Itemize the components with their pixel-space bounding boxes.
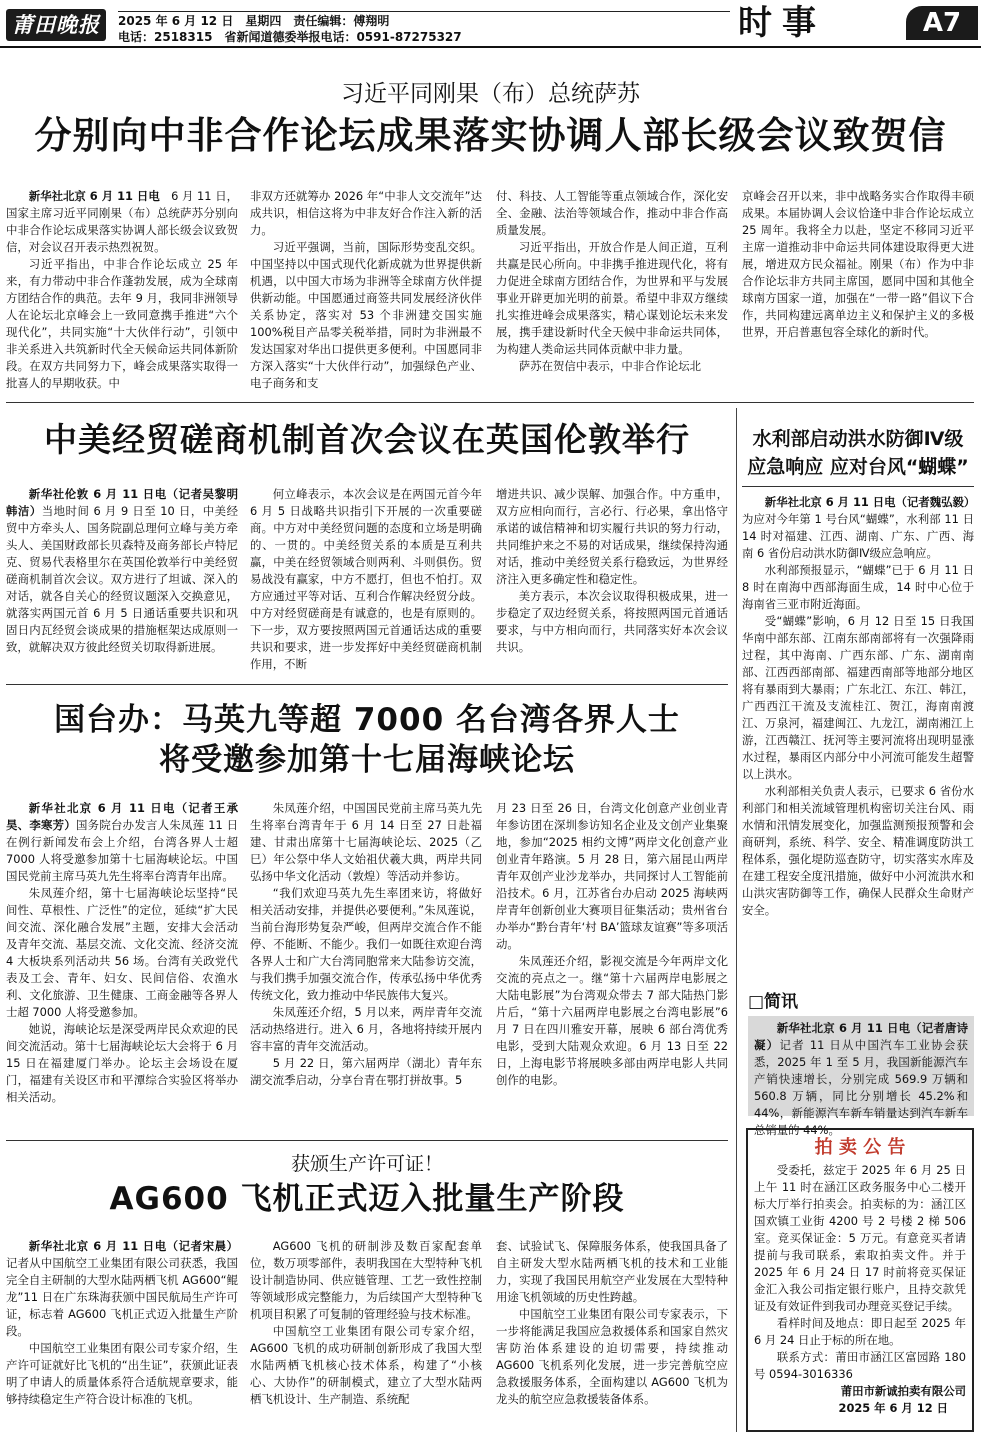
- article-2-text: 当地时间 6 月 9 日至 10 日，中美经贸中方牵头人、国务院副总理何立峰与美方牵头人、美国财政部长贝森特及商务部长卢特尼克、贸易代表格里尔在英国伦敦举行中美经贸磋商机制首次会议。双方进行了坦诚、深入的对话，就各自关心的经贸议题深入交换意见，就落实两国元首 6 月 5 日通话重要共识和巩固日内瓦经贸会谈成果的措施框架达成原则一致，就解决双方彼此经贸关切取得新进展。: [6, 504, 238, 654]
- article-2-col-1: [6, 486, 238, 676]
- article-1-text: 习近平强调，当前，国际形势变乱交织。中国坚持以中国式现代化新成就为世界提供新机遇，以中国大市场为非洲等全球南方伙伴提供新动能。中国愿通过商签共同发展经济伙伴关系协定，落实对 53 个非洲建交国实施 100%税目产品零关税举措，同时为非洲最不发达国家对华出口提供更多便利。中国愿同非方深入落实“十大伙伴行动”，加强绿色产业、电子商务和支: [250, 240, 482, 390]
- article-4-text: AG600 飞机的研制涉及数百家配套单位，数万项零部件，表明我国在大型特种飞机设计制造协同、供应链管理、工艺一致性控制等领域形成完整能力，为后续国产大型特种飞机项目积累了可复制的管理经验与技术标准。: [250, 1239, 482, 1321]
- article-3-dateline: 新华社北京 6 月 11 日电（记者王承昊、李寒芳）: [6, 801, 238, 832]
- article-1-col-3: [496, 188, 728, 396]
- article-1-text: 习近平指出，中非合作论坛成立 25 年来，有力带动中非合作蓬勃发展，成为全球南方团结合作的典范。去年 9 月，我同非洲领导人在论坛北京峰会上一致同意携手推进“六个现代化”，共同实施“十大伙伴行动”，引领中非关系进入共筑新时代全天候命运共同体新阶段。在双方共同努力下，峰会成果落实取得一批喜人的早期收获。中: [6, 257, 238, 390]
- article-5-body: [742, 494, 974, 982]
- masthead-date-line: 2025 年 6 月 12 日 星期四 责任编辑：傅翔明: [118, 14, 390, 28]
- article-5-text: 水利部预报显示，“蝴蝶”已于 6 月 11 日 8 时在南海中西部海面生成，14 时中心位于海南省三亚市附近海面。: [742, 563, 974, 611]
- article-4-headline: AG600 飞机正式迈入批量生产阶段: [109, 1181, 625, 1217]
- brief-box: [748, 1016, 974, 1137]
- article-1-col-2: [250, 188, 482, 396]
- auction-text: 看样时间及地点：即日起至 2025 年 6 月 24 日止于标的所在地。: [754, 1316, 966, 1347]
- article-3-text: 国务院台办发言人朱凤莲 11 日在例行新闻发布会上介绍，台湾各界人士超 7000 人将受邀参加第十七届海峡论坛。中国国民党前主席马英九先生将率台湾青年出席。: [6, 818, 238, 883]
- article-3-col-1: [6, 800, 238, 1134]
- auction-notice: [746, 1128, 974, 1432]
- article-3-text: 她说，海峡论坛是深受两岸民众欢迎的民间交流活动。第十七届海峡论坛大会将于 6 月 15 日在福建厦门举办。论坛主会场设在厦门，福建有关设区市和平潭综合实验区将举办相关活动。: [6, 1022, 238, 1104]
- article-4-text: 中国航空工业集团有限公司专家介绍，生产许可证就好比飞机的“出生证”，获颁此证表明了申请人的质量体系符合适航规章要求，能够持续稳定生产符合设计标准的飞机。: [6, 1341, 238, 1406]
- article-3-text: 5 月 22 日，第六届两岸（湖北）青年东湖交流季启动，分享台青在鄂打拼故事。5: [250, 1056, 482, 1087]
- auction-text: 受委托，兹定于 2025 年 6 月 25 日上午 11 时在涵江区政务服务中心二楼开标大厅举行拍卖会。拍卖标的为：涵江区国欢镇工业街 4200 号 2 号楼 2 梯 506 室。竞买保证金：5 万元。有意竞买者请提前与我司联系，索取拍卖文件。并于 2025 年 6 月 24 日 17 时前将竞买保证金汇入我公司指定银行账户，且持交款凭证及有效证件到我司办理竞买登记手续。: [754, 1163, 966, 1313]
- article-2-dateline: 新华社伦敦 6 月 11 日电（记者吴黎明 韩洁）: [6, 487, 238, 518]
- logo: [6, 9, 106, 41]
- article-2-headline: 中美经贸磋商机制首次会议在英国伦敦举行: [44, 420, 690, 459]
- article-3-headline-line-2: 将受邀参加第十七届海峡论坛: [159, 742, 575, 778]
- page-number: A7: [922, 8, 962, 38]
- article-3-text: 朱凤莲介绍，第十七届海峡论坛坚持“民间性、草根性、广泛性”的定位，延续“扩大民间交流、深化融合发展”主题，安排大会活动及青年交流、基层交流、文化交流、经济交流 4 大板块系列活动共 56 场。台湾有关政党代表及工会、青年、妇女、民间信俗、农渔水利、文化旅游、卫生健康、工商金融等各界人士超 7000 人将受邀参加。: [6, 886, 238, 1019]
- auction-signer: 莆田市新诚拍卖有限公司: [840, 1384, 966, 1398]
- article-1-text: 京峰会召开以来，非中战略务实合作取得丰硕成果。本届协调人会议恰逢中非合作论坛成立 25 周年。我将全力以赴，坚定不移同习近平主席一道推动非中命运共同体建设取得更大进展，增进双方民众福祉。刚果（布）作为中非合作论坛非方共同主席国，愿同中国和其他全球南方国家一道，加强在“一带一路”倡议下合作，共同构建远离单边主义和保护主义的多极世界，开启普惠包容全球化的新时代。: [742, 189, 974, 339]
- article-3-text: 月 23 日至 26 日，台湾文化创意产业创业青年参访团在深圳参访知名企业及文创产业集聚地，参加“2025 相约文博”两岸文化创意产业创业青年路演。5 月 28 日，第六届昆山两岸青年双创产业沙龙举办，共同探讨人工智能前沿技术。6 月，江苏省台办启动 2025 海峡两岸青年创新创业大赛项目征集活动；贵州省台办举办“黔台青年‘村 BA’篮球友谊赛”等多项活动。: [496, 801, 728, 951]
- section-name: 时事: [738, 3, 826, 43]
- divider: [6, 402, 974, 403]
- logo-text: 莆田晚报: [12, 12, 100, 37]
- article-5-text: 为应对今年第 1 号台风“蝴蝶”，水利部 11 日 14 时对福建、江西、湖南、广东、广西、海南 6 省份启动洪水防御Ⅳ级应急响应。: [742, 512, 974, 560]
- article-1-dateline: 新华社北京 6 月 11 日电: [28, 189, 160, 203]
- article-1-text: 6 月 11 日，国家主席习近平同刚果（布）总统萨苏分别向中非合作论坛成果落实协调人部长级会议致贺信，对会议召开表示热烈祝贺。: [6, 189, 238, 254]
- article-2-col-2: [250, 486, 482, 676]
- auction-title: 拍 卖 公 告: [814, 1137, 906, 1158]
- article-1-headline: 分别向中非合作论坛成果落实协调人部长级会议致贺信: [34, 114, 947, 157]
- article-1-text: 习近平指出，开放合作是人间正道，互利共赢是民心所向。中非携手推进现代化，将有力促进全球南方团结合作，为世界和平与发展事业开辟更加光明的前景。希望中非双方继续扎实推进峰会成果落实，精心谋划论坛未来发展，携手建设新时代全天候中非命运共同体，为构建人类命运共同体贡献中非力量。: [496, 240, 728, 356]
- article-4-text: 中国航空工业集团有限公司专家介绍，AG600 飞机的成功研制创新形成了我国大型水陆两栖飞机核心技术体系，构建了“小核心、大协作”的研制模式，建立了大型水陆两栖飞机设计、生产制造、系统配: [250, 1324, 482, 1406]
- masthead: [0, 0, 981, 48]
- article-3-headline-line-1: 国台办：马英九等超 7000 名台湾各界人士: [54, 702, 680, 738]
- article-4-text: 中国航空工业集团有限公司专家表示，下一步将能满足我国应急救援体系和国家自然灾害防治体系建设的迫切需要，持续推动 AG600 飞机系列化发展，进一步完善航空应急救援服务体系，全面构建以 AG600 飞机为龙头的航空应急救援装备体系。: [496, 1307, 728, 1406]
- article-5-text: 水利部相关负责人表示，已要求 6 省份水利部门和相关流域管理机构密切关注台风、雨水情和汛情发展变化，加强监测预报预警和会商研判，系统、科学、安全、精准调度防洪工程体系，强化堤防巡查防守，切实落实水库及在建工程安全度汛措施，做好中小河流洪水和山洪灾害防御等工作，确保人民群众生命财产安全。: [742, 784, 974, 917]
- brief-text: 记者 11 日从中国汽车工业协会获悉，2025 年 1 至 5 月，我国新能源汽车产销快速增长，分别完成 569.9 万辆和 560.8 万辆，同比分别增长 45.2%和 44%，新能源汽车新车销量达到汽车新车总销量的 44%。: [754, 1038, 968, 1137]
- article-4-text: 套、试验试飞、保障服务体系，使我国具备了自主研发大型水陆两栖飞机的技术和工业能力，实现了我国民用航空产业发展在大型特种用途飞机领域的历史性跨越。: [496, 1239, 728, 1304]
- article-2-text: 增进共识、减少误解、加强合作。中方重申，双方应相向而行，言必行、行必果，拿出恪守承诺的诚信精神和切实履行共识的努力行动，共同维护来之不易的对话成果，继续保持沟通对话，推动中美经贸关系行稳致远，为世界经济注入更多确定性和稳定性。: [496, 487, 728, 586]
- auction-date: 2025 年 6 月 12 日: [838, 1401, 948, 1415]
- article-3-col-3: [496, 800, 728, 1134]
- article-5-headline-line-1: 水利部启动洪水防御Ⅳ级: [752, 428, 964, 450]
- brief-dateline: 新华社北京 6 月 11 日电（记者唐诗凝）: [754, 1021, 968, 1052]
- page-number-badge: [906, 6, 978, 40]
- divider: [6, 1140, 728, 1141]
- article-1-col-1: [6, 188, 238, 396]
- article-4-dateline: 新华社北京 6 月 11 日电（记者宋晨）: [28, 1239, 238, 1253]
- divider: [6, 684, 728, 685]
- article-5-headline-line-2: 应急响应 应对台风“蝴蝶”: [747, 456, 969, 478]
- article-4-kicker: 获颁生产许可证！: [290, 1153, 443, 1175]
- article-2-col-3: [496, 486, 728, 676]
- article-2-text: 美方表示，本次会议取得积极成果，进一步稳定了双边经贸关系，将按照两国元首通话要求，与中方相向而行，共同落实好本次会议共识。: [496, 589, 728, 654]
- article-3-text: “我们欢迎马英九先生率团来访，将做好相关活动安排，并提供必要便利。”朱凤莲说，当前台海形势复杂严峻，但两岸交流合作不能停、不能断、不能少。我们一如既往欢迎台湾各界人士和广大台湾同胞常来大陆参访交流，与我们携手加强交流合作，传承弘扬中华优秀传统文化，致力推动中华民族伟大复兴。: [250, 886, 482, 1002]
- article-2-text: 何立峰表示，本次会议是在两国元首今年 6 月 5 日战略共识指引下开展的一次重要磋商。中方对中美经贸问题的态度和立场是明确的、一贯的。中美经贸关系的本质是互利共赢，中美在经贸领域合则两利、斗则俱伤。贸易战没有赢家，中方不愿打，但也不怕打。双方应通过平等对话、互利合作解决经贸分歧。中方对经贸磋商是有诚意的，也是有原则的。下一步，双方要按照两国元首通话达成的重要共识和要求，进一步发挥好中美经贸磋商机制作用，不断: [250, 487, 482, 671]
- article-3-col-2: [250, 800, 482, 1134]
- masthead-contact-line: 电话：2518315 省新闻道德委举报电话：0591-87275327: [118, 30, 462, 44]
- article-3-text: 朱凤莲介绍，中国国民党前主席马英九先生将率台湾青年于 6 月 14 日至 27 日赴福建、甘肃出席第十七届海峡论坛、2025（乙巳）年公祭中华人文始祖伏羲大典，两岸共同弘扬中华文化活动（敦煌）等活动并参访。: [250, 801, 482, 883]
- divider: [742, 486, 974, 487]
- article-1-text: 非双方还就筹办 2026 年“中非人文交流年”达成共识，相信这将为中非友好合作注入新的活力。: [250, 189, 482, 237]
- article-4-col-3: [496, 1238, 728, 1434]
- auction-text: 联系方式：莆田市涵江区富园路 180 号 0594-3016336: [754, 1350, 966, 1381]
- article-1-text: 萨苏在贺信中表示，中非合作论坛北: [518, 359, 702, 373]
- article-5-dateline: 新华社北京 6 月 11 日电（记者魏弘毅）: [764, 495, 976, 509]
- article-5-text: 受“蝴蝶”影响，6 月 12 日至 15 日我国华南中部东部、江南东部南部将有一次强降雨过程，其中海南、广西东部、广东、湖南南部、江西西部南部、福建西南部等地部分地区将有暴雨到大暴雨；广东北江、东江、韩江，广西西江干流及支流桂江、贺江，海南南渡江、万泉河，福建闽江、九龙江，湖南湘江上游，江西赣江、抚河等主要河流将出现明显涨水过程，暴雨区内部分中小河流可能发生超警以上洪水。: [742, 614, 974, 781]
- article-1-col-4: [742, 188, 974, 396]
- brief-title: □简讯: [748, 992, 799, 1012]
- article-4-text: 记者从中国航空工业集团有限公司获悉，我国完全自主研制的大型水陆两栖飞机 AG600“鲲龙”11 日在广东珠海获颁中国民航局生产许可证，标志着 AG600 飞机正式迈入批量生产阶段。: [6, 1256, 238, 1338]
- article-1-text: 付、科技、人工智能等重点领域合作，深化安全、金融、法治等领域合作，推动中非合作高质量发展。: [496, 189, 728, 237]
- article-4-col-1: [6, 1238, 238, 1434]
- article-1-kicker: 习近平同刚果（布）总统萨苏: [341, 81, 640, 107]
- masthead-rule: [118, 11, 730, 12]
- column-divider: [736, 408, 737, 1432]
- article-4-col-2: [250, 1238, 482, 1434]
- masthead-bottom-rule: [0, 46, 981, 48]
- article-3-text: 朱凤莲还介绍，影视交流是今年两岸文化交流的亮点之一。继“第十六届两岸电影展之大陆电影展”为台湾观众带去 7 部大陆热门影片后，“第十六届两岸电影展之台湾电影展”6 月 7 日在四川雅安开幕，展映 6 部台湾优秀电影，受到大陆观众欢迎。6 月 13 日至 22 日，上海电影节将展映多部由两岸电影人共同创作的电影。: [496, 954, 728, 1087]
- article-3-text: 朱凤莲还介绍，5 月以来，两岸青年交流活动热络进行。进入 6 月，各地将持续开展内容丰富的青年交流活动。: [250, 1005, 482, 1053]
